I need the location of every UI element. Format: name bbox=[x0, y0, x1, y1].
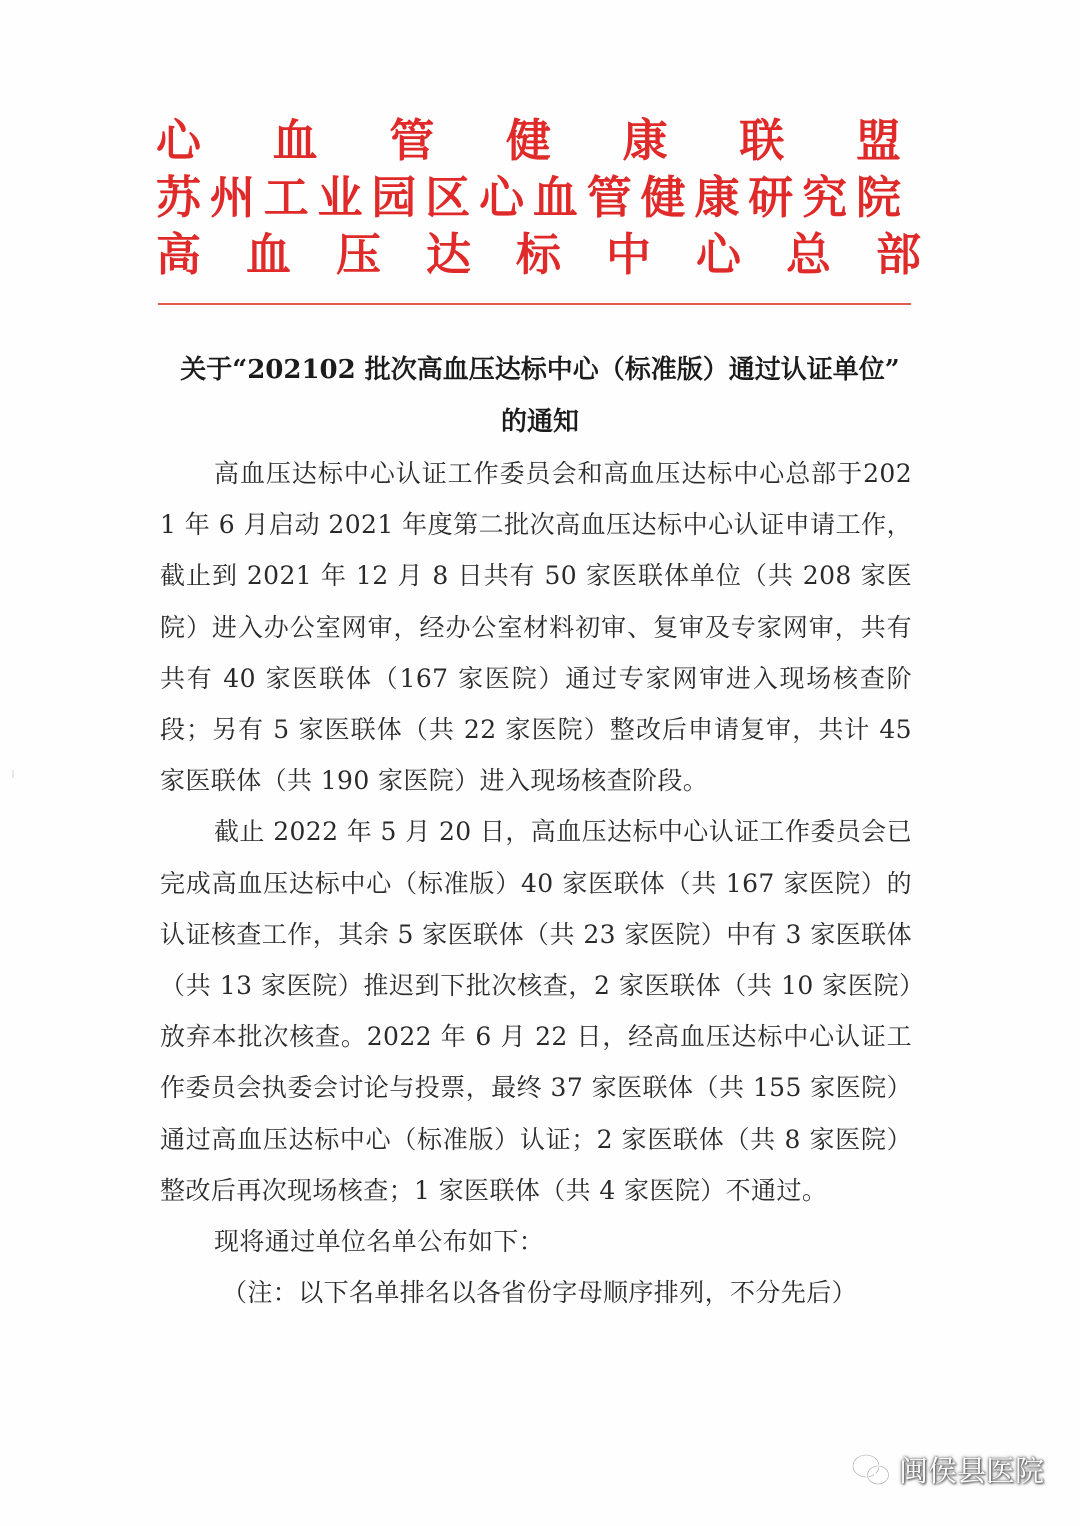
notice-title bbox=[150, 344, 930, 448]
letterhead bbox=[156, 112, 922, 283]
letterhead-line-2: 苏州工业园区心血管健康研究院 bbox=[156, 171, 901, 224]
body-note: （注：以下名单排名以各省份字母顺序排列，不分先后） bbox=[222, 1278, 858, 1308]
scan-artifact bbox=[12, 770, 14, 778]
watermark-text: 闽侯县医院 bbox=[898, 1454, 1044, 1488]
body-paragraph-3: 现将通过单位名单公布如下： bbox=[214, 1227, 545, 1257]
body-paragraph-2: 截止 2022 年 5 月 20 日，高血压达标中心认证工作委员会已完成高血压达标中心（标准版）40 家医联体（共 167 家医院）的认证核查工作，其余 5 家医联体（共 23 家医院）中有 3 家医联体（共 13 家医院）推迟到下批次核查，2 家医联体（共 10 家医院）放弃本批次核查。2022 年 6 月 22 日，经高血压达标中心认证工作委员会执委会讨论与投票，最终 37 家医联体（共 155 家医院）通过高血压达标中心（标准版）认证；2 家医联体（共 8 家医院）整改后再次现场核查；1 家医联体（共 4 家医院）不通过。 bbox=[160, 817, 912, 1205]
notice-title-line-1: 关于“202102 批次高血压达标中心（标准版）通过认证单位” bbox=[180, 355, 900, 385]
body-paragraph-1: 高血压达标中心认证工作委员会和高血压达标中心总部于2021 年 6 月启动 2021 年度第二批次高血压达标中心认证申请工作，截止到 2021 年 12 月 8 日共有 50 家医联体单位（共 208 家医院）进入办公室网审，经办公室材料初审、复审及专家网审，共有共有 40 家医联体（167 家医院）通过专家网审进入现场核查阶段；另有 5 家医联体（共 22 家医院）整改后申请复审，共计 45 家医联体（共 190 家医院）进入现场核查阶段。 bbox=[160, 459, 912, 796]
watermark bbox=[851, 1449, 1044, 1490]
letterhead-line-3: 高 血 压 达 标 中 心 总 部 bbox=[156, 228, 922, 281]
letterhead-divider bbox=[158, 303, 911, 305]
notice-body bbox=[160, 448, 912, 1318]
letterhead-line-1: 心 血 管 健 康 联 盟 bbox=[156, 114, 901, 167]
notice-title-line-2: 的通知 bbox=[500, 407, 579, 437]
wechat-icon bbox=[851, 1453, 891, 1487]
